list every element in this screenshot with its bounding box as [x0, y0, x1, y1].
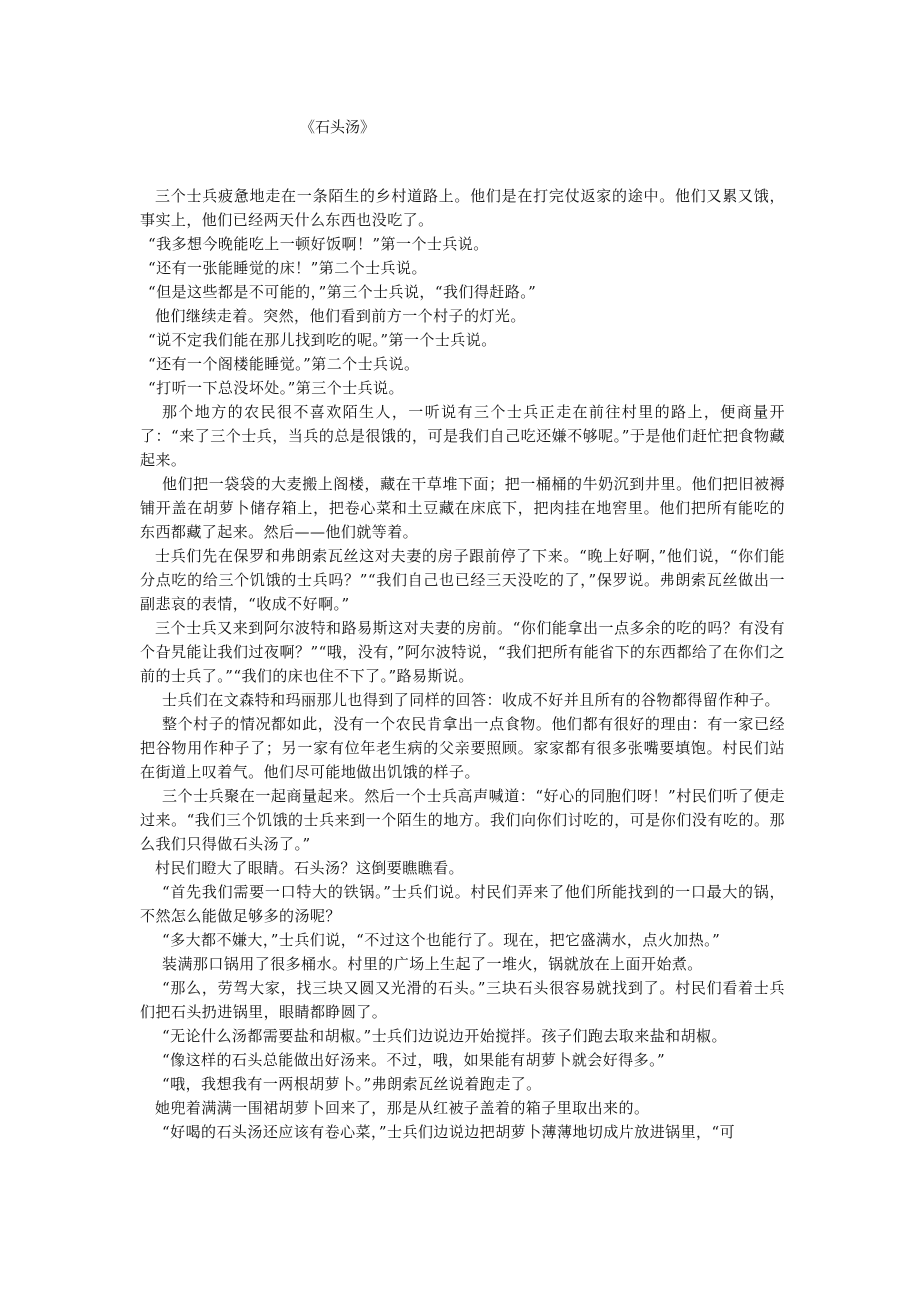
paragraph-25: “好喝的石头汤还应该有卷心菜，”士兵们边说边把胡萝卜薄薄地切成片放进锅里，“可 — [162, 1123, 736, 1141]
paragraph-19: 装满那口锅用了很多桶水。村里的广场上生起了一堆火，锅就放在上面开始煮。 — [162, 955, 703, 973]
paragraph-13: 士兵们在文森特和玛丽那儿也得到了同样的回答：收成不好并且所有的谷物都得留作种子。 — [162, 691, 781, 709]
paragraph-1: 三个士兵疲惫地走在一条陌生的乡村道路上。他们是在打完仗返家的途中。他们又累又饿，事实上，他们已经两天什么东西也没吃了。 — [140, 187, 785, 229]
document-body — [140, 184, 785, 1144]
paragraph-3: “还有一张能睡觉的床！”第二个士兵说。 — [148, 259, 427, 277]
paragraph-22: “像这样的石头总能做出好汤来。不过，哦，如果能有胡萝卜就会好得多。” — [162, 1051, 666, 1069]
document-title: 《石头汤》 — [300, 118, 376, 136]
paragraph-5: 他们继续走着。突然，他们看到前方一个村子的灯光。 — [155, 307, 526, 325]
paragraph-12: 三个士兵又来到阿尔波特和路易斯这对夫妻的房前。“你们能拿出一点多余的吃的吗？有没有个旮旯能让我们过夜啊？”“哦，没有，”阿尔波特说，“我们把所有能省下的东西都给了在你们之前的士兵了。”“我们的床也住不下了。”路易斯说。 — [140, 619, 785, 685]
paragraph-14: 整个村子的情况都如此，没有一个农民肯拿出一点食物。他们都有很好的理由：有一家已经把谷物用作种子了；另一家有位年老生病的父亲要照顾。家家都有很多张嘴要填饱。村民们站在街道上叹着气。他们尽可能地做出饥饿的样子。 — [140, 715, 785, 781]
paragraph-10: 他们把一袋袋的大麦搬上阁楼，藏在干草堆下面；把一桶桶的牛奶沉到井里。他们把旧被褥铺开盖在胡萝卜储存箱上，把卷心菜和土豆藏在床底下，把肉挂在地窖里。他们把所有能吃的东西都藏了起来。然后——他们就等着。 — [140, 475, 785, 541]
paragraph-2: “我多想今晚能吃上一顿好饭啊！”第一个士兵说。 — [148, 235, 489, 253]
paragraph-21: “无论什么汤都需要盐和胡椒。”士兵们边说边开始搅拌。孩子们跑去取来盐和胡椒。 — [162, 1027, 727, 1045]
paragraph-11: 士兵们先在保罗和弗朗索瓦丝这对夫妻的房子跟前停了下来。“晚上好啊，”他们说，“你们能分点吃的给三个饥饿的士兵吗？”“我们自己也已经三天没吃的了，”保罗说。弗朗索瓦丝做出一副悲哀的表情，“收成不好啊。” — [140, 547, 785, 613]
paragraph-16: 村民们瞪大了眼睛。石头汤？这倒要瞧瞧看。 — [155, 859, 465, 877]
paragraph-15: 三个士兵聚在一起商量起来。然后一个士兵高声喊道：“好心的同胞们呀！”村民们听了便走过来。“我们三个饥饿的士兵来到一个陌生的地方。我们向你们讨吃的，可是你们没有吃的。那么我们只得做石头汤了。” — [140, 787, 785, 853]
paragraph-4: “但是这些都是不可能的，”第三个士兵说，“我们得赶路。” — [148, 283, 537, 301]
paragraph-23: “哦，我想我有一两根胡萝卜。”弗朗索瓦丝说着跑走了。 — [162, 1075, 542, 1093]
paragraph-24: 她兜着满满一围裙胡萝卜回来了，那是从红被子盖着的箱子里取出来的。 — [155, 1099, 650, 1117]
paragraph-20: “那么，劳驾大家，找三块又圆又光滑的石头。”三块石头很容易就找到了。村民们看着士兵们把石头扔进锅里，眼睛都睁圆了。 — [140, 979, 785, 1021]
paragraph-6: “说不定我们能在那儿找到吃的呢。”第一个士兵说。 — [148, 331, 497, 349]
paragraph-9: 那个地方的农民很不喜欢陌生人，一听说有三个士兵正走在前往村里的路上，便商量开了：“来了三个士兵，当兵的总是很饿的，可是我们自己吃还嫌不够呢。”于是他们赶忙把食物藏起来。 — [140, 403, 785, 469]
paragraph-7: “还有一个阁楼能睡觉。”第二个士兵说。 — [148, 355, 420, 373]
paragraph-18: “多大都不嫌大，”士兵们说，“不过这个也能行了。现在，把它盛满水，点火加热。” — [162, 931, 721, 949]
paragraph-17: “首先我们需要一口特大的铁锅。”士兵们说。村民们弄来了他们所能找到的一口最大的锅，不然怎么能做足够多的汤呢？ — [140, 883, 785, 925]
paragraph-8: “打听一下总没坏处。”第三个士兵说。 — [148, 379, 404, 397]
